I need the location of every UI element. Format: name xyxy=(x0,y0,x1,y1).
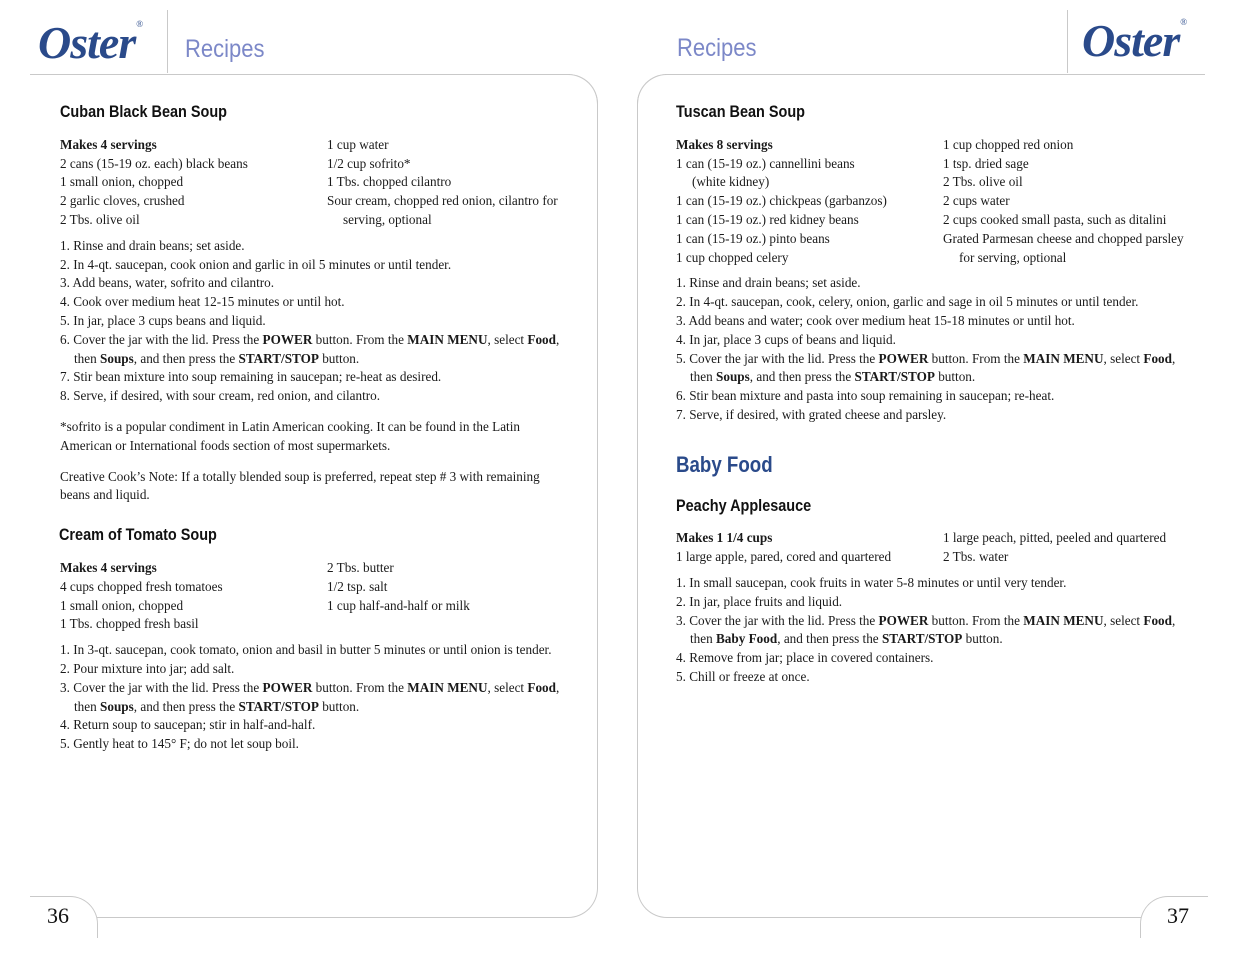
ingredient: 1/2 cup sofrito* xyxy=(327,155,411,171)
step: 2. Pour mixture into jar; add salt. xyxy=(60,660,235,676)
servings: Makes 1 1/4 cups xyxy=(676,530,773,546)
step: 2. In 4-qt. saucepan, cook, celery, onion, garlic and sage in oil 5 minutes or until tender. xyxy=(676,294,1139,310)
step: 5. In jar, place 3 cups beans and liquid. xyxy=(60,312,266,328)
ingredient: 1 can (15-19 oz.) chickpeas (garbanzos) xyxy=(676,193,887,209)
trademark-mark: ® xyxy=(136,19,143,29)
step-text: 3. Cover the jar with the lid. Press the xyxy=(60,679,263,695)
header-divider-right xyxy=(1067,10,1068,73)
step-text: then xyxy=(74,350,101,366)
button-ref-start-stop: START/STOP xyxy=(238,698,319,714)
recipe-title: Cuban Black Bean Soup xyxy=(60,102,228,121)
step-text: button. From the xyxy=(312,679,408,695)
ingredient: 1 can (15-19 oz.) pinto beans xyxy=(676,230,830,246)
ingredients xyxy=(676,136,1201,268)
ingredient: 2 cups cooked small pasta, such as ditalini xyxy=(943,211,1167,227)
step: 8. Serve, if desired, with sour cream, red onion, and cilantro. xyxy=(60,388,381,404)
ingredient: 1 small onion, chopped xyxy=(60,597,184,613)
ingredient: 2 garlic cloves, crushed xyxy=(60,193,185,209)
step: 4. Cook over medium heat 12-15 minutes or until hot. xyxy=(60,294,345,310)
step-text: , xyxy=(555,331,560,347)
ingredient: 1 can (15-19 oz.) cannellini beans xyxy=(676,155,855,171)
step: 2. In 4-qt. saucepan, cook onion and garlic in oil 5 minutes or until tender. xyxy=(60,256,452,272)
step-text: button. xyxy=(934,369,976,385)
step-text: button. xyxy=(962,631,1003,647)
step-text: then xyxy=(690,369,717,385)
right-page-content xyxy=(676,102,1201,687)
brand-name: Oster xyxy=(38,17,136,68)
ingredients-col2 xyxy=(327,559,470,634)
trademark-mark: ® xyxy=(1180,17,1187,27)
step-text: button. From the xyxy=(928,350,1024,366)
ingredient: 1 large apple, pared, cored and quartered xyxy=(676,549,892,565)
servings: Makes 4 servings xyxy=(60,559,157,575)
ingredients xyxy=(60,136,590,230)
step-text: , and then press the xyxy=(749,369,855,385)
note-line: Creative Cook’s Note: If a totally blended soup is preferred, repeat step # 3 with remaining xyxy=(60,468,540,484)
recipe-cuban-black-bean-soup xyxy=(60,102,590,505)
step-text: 5. Cover the jar with the lid. Press the xyxy=(676,350,879,366)
menu-ref-food: Food xyxy=(1143,612,1172,628)
step-text: button. xyxy=(318,350,360,366)
step-text: then xyxy=(690,631,717,647)
ingredient: 2 Tbs. olive oil xyxy=(60,211,140,227)
step: 6. Stir bean mixture and pasta into soup remaining in saucepan; re-heat. xyxy=(676,388,1055,404)
step-text: , xyxy=(1171,612,1176,628)
steps xyxy=(60,641,590,754)
page-number-left: 36 xyxy=(47,903,69,928)
brand-name: Oster xyxy=(1082,15,1180,66)
step: 1. In small saucepan, cook fruits in water 5-8 minutes or until very tender. xyxy=(676,574,1067,590)
ingredients-col2 xyxy=(327,136,558,230)
menu-ref-soups: Soups xyxy=(100,698,134,714)
step: 4. Return soup to saucepan; stir in half-and-half. xyxy=(60,717,316,733)
note-line: American or International foods section of most supermarkets. xyxy=(60,437,391,453)
recipe-peachy-applesauce xyxy=(676,496,1201,687)
ingredient: 1 cup chopped red onion xyxy=(943,136,1074,152)
ingredient: 1 Tbs. chopped cilantro xyxy=(327,174,452,190)
ingredients-col1 xyxy=(60,559,327,634)
ingredient: 2 Tbs. olive oil xyxy=(943,174,1023,190)
ingredient: Grated Parmesan cheese and chopped parsley xyxy=(943,230,1184,246)
oster-logo-left xyxy=(38,17,143,68)
button-ref-start-stop: START/STOP xyxy=(854,369,935,385)
button-ref-power: POWER xyxy=(262,331,313,347)
ingredients-col1 xyxy=(676,136,943,268)
ingredient: 1 cup half-and-half or milk xyxy=(327,597,470,613)
ingredient: serving, optional xyxy=(343,211,432,227)
button-ref-main-menu: MAIN MENU xyxy=(1023,350,1104,366)
button-ref-main-menu: MAIN MENU xyxy=(1023,612,1104,628)
step: 7. Stir bean mixture into soup remaining in saucepan; re-heat as desired. xyxy=(60,369,442,385)
ingredient: 1 large peach, pitted, peeled and quartered xyxy=(943,530,1167,546)
oster-logo-right xyxy=(1082,15,1187,66)
ingredient: 1 Tbs. chopped fresh basil xyxy=(60,616,199,632)
servings: Makes 8 servings xyxy=(676,136,773,152)
step-text: , select xyxy=(1103,612,1144,628)
recipe-tuscan-bean-soup xyxy=(676,102,1201,425)
menu-ref-soups: Soups xyxy=(716,369,750,385)
ingredient: 1/2 tsp. salt xyxy=(327,578,388,594)
step-text: , xyxy=(1171,350,1176,366)
step: 5. Gently heat to 145° F; do not let soup boil. xyxy=(60,736,299,752)
button-ref-main-menu: MAIN MENU xyxy=(407,331,488,347)
button-ref-start-stop: START/STOP xyxy=(238,350,319,366)
step xyxy=(60,679,590,717)
step-text: , select xyxy=(487,331,528,347)
step-text: , and then press the xyxy=(133,698,239,714)
page-number-right: 37 xyxy=(1167,903,1189,928)
ingredients-col2 xyxy=(943,136,1184,268)
steps xyxy=(676,274,1201,424)
steps xyxy=(676,574,1201,687)
step-text: button. xyxy=(318,698,360,714)
step: 2. In jar, place fruits and liquid. xyxy=(676,593,843,609)
step: 3. Add beans and water; cook over medium heat 15-18 minutes or until hot. xyxy=(676,312,1075,328)
ingredient: 1 tsp. dried sage xyxy=(943,155,1029,171)
step-text: , select xyxy=(1103,350,1144,366)
page-title-right: Recipes xyxy=(677,34,757,62)
sofrito-note xyxy=(60,418,590,456)
left-page-content xyxy=(60,102,590,754)
menu-ref-food: Food xyxy=(1143,350,1172,366)
ingredient: (white kidney) xyxy=(692,174,770,190)
ingredient: 1 small onion, chopped xyxy=(60,174,184,190)
button-ref-power: POWER xyxy=(262,679,313,695)
ingredient: 2 Tbs. water xyxy=(943,549,1009,565)
step: 1. Rinse and drain beans; set aside. xyxy=(676,275,861,291)
ingredients-col1 xyxy=(676,529,943,567)
menu-ref-food: Food xyxy=(527,331,556,347)
recipe-title: Peachy Applesauce xyxy=(676,495,812,515)
recipe-title: Tuscan Bean Soup xyxy=(676,102,806,121)
button-ref-main-menu: MAIN MENU xyxy=(407,679,488,695)
recipe-cream-of-tomato-soup xyxy=(60,525,590,754)
ingredients-col2 xyxy=(943,529,1166,567)
step: 4. Remove from jar; place in covered containers. xyxy=(676,650,934,666)
menu-ref-baby-food: Baby Food xyxy=(716,631,778,647)
step: 7. Serve, if desired, with grated cheese and parsley. xyxy=(676,406,947,422)
step: 3. Add beans, water, sofrito and cilantro. xyxy=(60,275,275,291)
page-title-left: Recipes xyxy=(185,35,265,63)
ingredient: 1 can (15-19 oz.) red kidney beans xyxy=(676,211,859,227)
header-divider-left xyxy=(167,10,168,73)
servings: Makes 4 servings xyxy=(60,136,157,152)
step xyxy=(676,612,1201,650)
ingredient: 2 cups water xyxy=(943,193,1010,209)
section-title-baby-food: Baby Food xyxy=(676,451,773,477)
frame-corner-top xyxy=(568,74,598,104)
step: 4. In jar, place 3 cups of beans and liquid. xyxy=(676,331,896,347)
menu-ref-food: Food xyxy=(527,679,556,695)
cooks-note xyxy=(60,468,590,506)
steps xyxy=(60,237,590,406)
ingredients xyxy=(676,529,1201,567)
step-text: , and then press the xyxy=(133,350,239,366)
frame-corner-top xyxy=(637,74,667,104)
step xyxy=(676,350,1201,388)
step-text: button. From the xyxy=(928,612,1024,628)
recipe-title: Cream of Tomato Soup xyxy=(59,525,217,545)
button-ref-power: POWER xyxy=(878,350,929,366)
ingredient: 1 cup chopped celery xyxy=(676,249,789,265)
step-text: , xyxy=(555,679,560,695)
step: 1. Rinse and drain beans; set aside. xyxy=(60,237,245,253)
step xyxy=(60,331,590,369)
step-text: 3. Cover the jar with the lid. Press the xyxy=(676,612,879,628)
ingredients-col1 xyxy=(60,136,327,230)
button-ref-start-stop: START/STOP xyxy=(881,631,963,647)
step-text: then xyxy=(74,698,101,714)
ingredient: 1 cup water xyxy=(327,136,389,152)
menu-ref-soups: Soups xyxy=(100,350,134,366)
step-text: button. From the xyxy=(312,331,408,347)
ingredient: 2 cans (15-19 oz. each) black beans xyxy=(60,155,248,171)
ingredient: 4 cups chopped fresh tomatoes xyxy=(60,578,223,594)
step: 5. Chill or freeze at once. xyxy=(676,668,810,684)
step-text: 6. Cover the jar with the lid. Press the xyxy=(60,331,263,347)
ingredients xyxy=(60,559,590,634)
ingredient: Sour cream, chopped red onion, cilantro for xyxy=(327,193,558,209)
ingredient: 2 Tbs. butter xyxy=(327,559,394,575)
note-line: *sofrito is a popular condiment in Latin American cooking. It can be found in the Latin xyxy=(60,418,520,434)
step-text: , select xyxy=(487,679,528,695)
note-line: beans and liquid. xyxy=(60,487,150,503)
button-ref-power: POWER xyxy=(878,612,929,628)
ingredient: for serving, optional xyxy=(959,249,1067,265)
step-text: , and then press the xyxy=(777,631,882,647)
step: 1. In 3-qt. saucepan, cook tomato, onion and basil in butter 5 minutes or until onion is tender. xyxy=(60,642,552,658)
